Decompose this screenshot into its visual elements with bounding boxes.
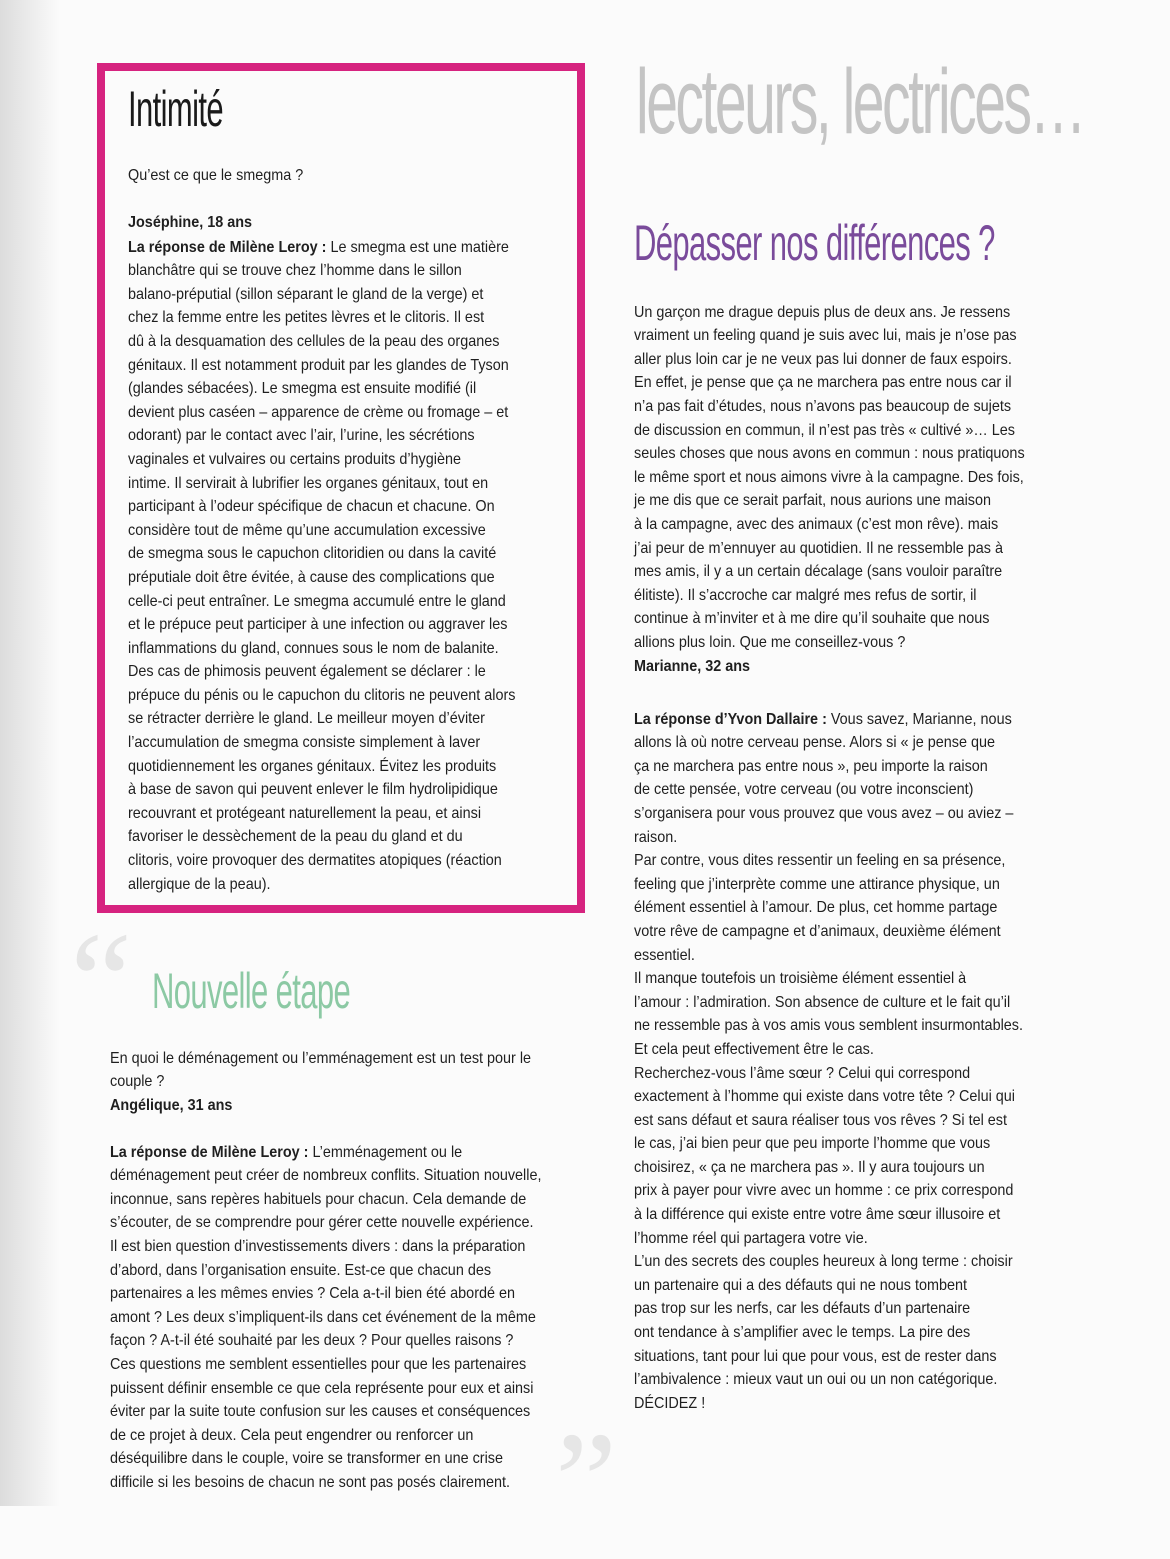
page-header-title: lecteurs, lectrices… xyxy=(636,51,1085,153)
nouvelle-title: Nouvelle étape xyxy=(152,963,351,1019)
depasser-question-block xyxy=(634,277,1075,702)
nouvelle-answer xyxy=(110,1117,585,1495)
depasser-question: Un garçon me drague depuis plus de deux ans. Je ressens vraiment un feeling quand je suis avec lui, mais je n’ose pas aller plus loin car je ne veux pas lui donner de faux espoirs. En effet, je pense que ça ne marchera pas entre nous car il n’a pas fait d’études, nous n’avons pas beaucoup de sujets de discussion en commun, il n’est pas très « cultivé »… Les seules choses que nous avons en commun : nous pratiquons le même sport et nous aimons vivre à la campagne. Des fois, je me dis que ce serait parfait, nous aurions une maison à la campagne, avec des animaux (c’est mon rêve). mais j’ai peur de m’ennuyer au quotidien. Il ne ressemble pas à mes amis, il y a un certain décalage (sans vouloir paraître élitiste). Il s’accroche car malgré mes refus de sortir, il continue à m’inviter et à me dire qu’il souhaite que nous allions plus loin. Que me conseillez-vous ? xyxy=(634,303,1025,651)
depasser-author: Marianne, 32 ans xyxy=(634,657,751,675)
intimite-question: Qu’est ce que le smegma ? xyxy=(128,166,304,184)
depasser-answer xyxy=(634,684,1075,1415)
nouvelle-answer-label: La réponse de Milène Leroy : xyxy=(110,1143,309,1161)
nouvelle-answer-text: L’emménagement ou le déménagement peut créer de nombreux conflits. Situation nouvelle, inconnue, sans repères habituels pour chacun. Cela demande de s’écouter, de se comprendre pour gérer cette nouvelle expérience. Il est bien question d’investissements divers : dans la préparation d’abord, dans l’organisation ensuite. Est-ce que chacun des partenaires a les mêmes envies ? Cela a-t-il bien été abordé en amont ? Les deux s’impliquent-ils dans cet événement de la même façon ? A-t-il été souhaité par les deux ? Pour quelles raisons ? Ces questions me semblent essentielles pour que les partenaires puissent définir ensemble ce que cela représente pour eux et ainsi éviter par la suite toute confusion sur les causes et conséquences de ce projet à deux. Cela peut engendrer ou renforcer un déséquilibre dans le couple, voire se transformer en une crise difficile si les besoins de chacun ne sont pas posés clairement. xyxy=(110,1143,542,1491)
depasser-title: Dépasser nos différences ? xyxy=(634,215,995,271)
nouvelle-author: Angélique, 31 ans xyxy=(110,1096,233,1114)
intimite-answer xyxy=(128,212,578,896)
depasser-answer-text: Vous savez, Marianne, nous allons là où notre cerveau pense. Alors si « je pense que ça ne marchera pas entre nous », peu importe la raison de cette pensée, votre cerveau (ou votre inconscient) s’organisera pour vous prouvez que vous avez – ou aviez – raison. Par contre, vous dites ressentir un feeling en sa présence, feeling que j’interprète comme une attirance physique, un élément essentiel à l’amour. De plus, cet homme partage votre rêve de campagne et d’animaux, deuxième élément essentiel. Il manque toutefois un troisième élément essentiel à l’amour : l’admiration. Son absence de culture et le fait qu’il ne ressemble pas à vos amis vous semblent insurmontables. Et cela peut effectivement être le cas. Recherchez-vous l’âme sœur ? Celui qui correspond exactement à l’homme qui existe dans votre tête ? Celui qui est sans défaut et saura réaliser tous vos rêves ? Si tel est le cas, j’ai bien peur que peu importe l’homme que vous choisirez, « ça ne marchera pas ». Il y aura toujours un prix à payer pour vivre avec un homme : ce prix correspond à la différence qui existe entre votre âme sœur illusoire et l’homme réel qui partagera votre vie. L’un des secrets des couples heureux à long terme : choisir un partenaire qui a des défauts qui ne nous tombent pas trop sur les nerfs, car les défauts d’un partenaire ont tendance à s’amplifier avec le temps. La pire des situations, tant pour lui que pour vous, est de rester dans l’ambivalence : mieux vaut un oui ou un non catégorique. DÉCIDEZ ! xyxy=(634,710,1023,1412)
depasser-answer-label: La réponse d’Yvon Dallaire : xyxy=(634,710,827,728)
close-quote-decoration: ” xyxy=(555,1404,618,1559)
intimite-title: Intimité xyxy=(128,81,223,137)
intimite-answer-label: La réponse de Milène Leroy : xyxy=(128,238,327,256)
intimite-answer-text: Le smegma est une matière blanchâtre qui se trouve chez l’homme dans le sillon balano-préputial (sillon séparant le gland de la verge) et chez la femme entre les petites lèvres et le clitoris. Il est dû à la desquamation des cellules de la peau des organes génitaux. Il est notamment produit par les glandes de Tyson (glandes sébacées). Le smegma est ensuite modifié (il devient plus caséen – apparence de crème ou fromage – et odorant) par le contact avec l’air, l’urine, les sécrétions vaginales et vulvaires ou certains produits d’hygiène intime. Il servirait à lubrifier les organes génitaux, tout en participant à l’odeur spécifique de chacun et chacune. On considère tout de même qu’une accumulation excessive de smegma sous le capuchon clitoridien ou dans la cavité préputiale doit être évitée, à cause des complications que celle-ci peut entraîner. Le smegma accumulé entre le gland et le prépuce peut participer à une infection ou aggraver les inflammations du gland, connues sous le nom de balanite. Des cas de phimosis peuvent également se déclarer : le prépuce du pénis ou le capuchon du clitoris ne peuvent alors se rétracter derrière le gland. Le meilleur moyen d’éviter l’accumulation de smegma consiste simplement à laver quotidiennement les organes génitaux. Évitez les produits à base de savon qui peuvent enlever le film hydrolipidique recouvrant et protégeant naturellement la peau, et ainsi favoriser le dessèchement de la peau du gland et du clitoris, voire provoquer des dermatites atopiques (réaction allergique de la peau). xyxy=(128,238,516,893)
nouvelle-question: En quoi le déménagement ou l’emménagement est un test pour le couple ? xyxy=(110,1049,532,1091)
page-gutter-shadow xyxy=(0,0,60,1506)
open-quote-decoration: “ xyxy=(70,904,133,1059)
intimite-author: Joséphine, 18 ans xyxy=(128,213,253,231)
